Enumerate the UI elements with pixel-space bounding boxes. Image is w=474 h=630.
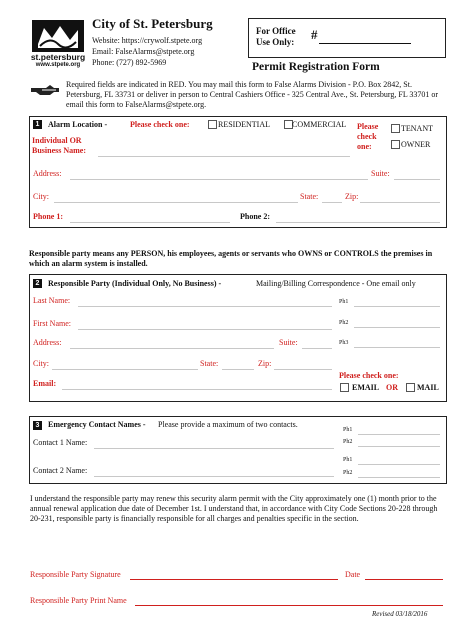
emergency-contacts-subtitle: Please provide a maximum of two contacts. <box>158 420 298 429</box>
logo-subtext: www.stpete.org <box>35 62 81 68</box>
contact1-ph2-input[interactable] <box>358 446 440 447</box>
location-phone1-input[interactable] <box>70 222 230 223</box>
contact2-ph2-label: Ph2 <box>343 470 353 476</box>
residential-label: RESIDENTIAL <box>218 120 270 129</box>
revised-date: Revised 03/18/2016 <box>372 610 428 618</box>
rp-city-label: City: <box>33 359 50 368</box>
section-1-number: 1 <box>33 120 42 129</box>
date-input[interactable] <box>365 579 443 580</box>
contact1-ph1-label: Ph1 <box>343 427 353 433</box>
owner-label: OWNER <box>401 140 431 149</box>
location-phone2-label: Phone 2: <box>240 212 270 221</box>
location-state-input[interactable] <box>322 202 342 203</box>
first-name-input[interactable] <box>78 329 332 330</box>
office-label-2: Use Only: <box>256 37 295 47</box>
tenant-label: TENANT <box>401 124 433 133</box>
rp-ph1-input[interactable] <box>354 306 440 307</box>
instructions-text: Required fields are indicated in RED. You may mail this form to False Alarms Division - P.O. Box 2842, St. Petersburg, FL 33731 or deliver in person to Central Cashiers Office - 325 Central Ave., St. Petersburg, FL 33701 or email this form to FalseAlarms@stpete.org. <box>66 80 439 109</box>
location-state-label: State: <box>300 192 319 201</box>
section-2-number: 2 <box>33 279 42 288</box>
office-hash: # <box>311 27 318 42</box>
office-use-box <box>248 18 446 58</box>
phone-text: Phone: (727) 892-5969 <box>92 58 167 67</box>
contact1-ph2-label: Ph2 <box>343 439 353 445</box>
city-name: City of St. Petersburg <box>92 16 213 31</box>
email-option-checkbox[interactable] <box>340 383 349 392</box>
commercial-label: COMMERCIAL <box>292 120 347 129</box>
office-number-line[interactable] <box>319 43 411 44</box>
mail-option-checkbox[interactable] <box>406 383 415 392</box>
contact2-input[interactable] <box>94 476 334 477</box>
email-or-mail-separator: OR <box>386 383 398 392</box>
location-address-label: Address: <box>33 169 62 178</box>
rp-email-input[interactable] <box>62 389 332 390</box>
rp-state-label: State: <box>200 359 219 368</box>
last-name-label: Last Name: <box>33 296 71 305</box>
contact1-input[interactable] <box>94 448 334 449</box>
tenant-checkbox[interactable] <box>391 124 400 133</box>
email-option-label: EMAIL <box>352 383 380 392</box>
individual-name-label-1: Individual OR <box>32 136 82 145</box>
mailing-correspondence-text: Mailing/Billing Correspondence - One email only <box>256 279 416 288</box>
rp-state-input[interactable] <box>222 369 254 370</box>
please-check-location: Please check one: <box>130 120 190 129</box>
individual-name-input[interactable] <box>98 156 350 157</box>
location-suite-label: Suite: <box>371 169 390 178</box>
rp-ph1-label: Ph1 <box>339 299 349 305</box>
location-phone2-input[interactable] <box>276 222 440 223</box>
rp-zip-label: Zip: <box>258 359 272 368</box>
owner-checkbox[interactable] <box>391 140 400 149</box>
contact2-ph2-input[interactable] <box>358 477 440 478</box>
rp-city-input[interactable] <box>52 369 198 370</box>
alarm-location-title: Alarm Location - <box>48 120 108 129</box>
section-2-responsible-party <box>29 274 447 402</box>
please-check-2-line2: check <box>357 132 377 141</box>
rp-please-check-label: Please check one: <box>339 371 399 380</box>
agreement-text: I understand the responsible party may renew this security alarm permit with the City approximately one (1) month prior to the annual renewal application due date of December 1st. I understand that, in accordance with City Code Sections 20-228 through 20-231, responsible party is financially responsible for all charges and penalties specific in the section. <box>30 494 438 523</box>
residential-checkbox[interactable] <box>208 120 217 129</box>
contact2-ph1-label: Ph1 <box>343 457 353 463</box>
rp-email-label: Email: <box>33 379 57 388</box>
individual-name-label-2: Business Name: <box>32 146 87 155</box>
location-city-label: City: <box>33 192 50 201</box>
location-zip-label: Zip: <box>345 192 359 201</box>
rp-address-label: Address: <box>33 338 62 347</box>
office-label-1: For Office <box>256 26 296 36</box>
first-name-label: First Name: <box>33 319 71 328</box>
emergency-contacts-title: Emergency Contact Names - <box>48 420 146 429</box>
mail-option-label: MAIL <box>417 383 439 392</box>
location-zip-input[interactable] <box>360 202 440 203</box>
rp-ph3-label: Ph3 <box>339 340 349 346</box>
section-3-number: 3 <box>33 421 42 430</box>
print-name-label: Responsible Party Print Name <box>30 596 127 605</box>
rp-ph2-label: Ph2 <box>339 320 349 326</box>
please-check-2-line1: Please <box>357 122 379 131</box>
contact1-ph1-input[interactable] <box>358 434 440 435</box>
location-address-input[interactable] <box>70 179 368 180</box>
rp-suite-input[interactable] <box>302 348 332 349</box>
please-check-2-line3: one: <box>357 142 372 151</box>
rp-suite-label: Suite: <box>279 338 298 347</box>
rp-address-input[interactable] <box>70 348 274 349</box>
print-name-input[interactable] <box>135 605 443 606</box>
location-city-input[interactable] <box>54 202 298 203</box>
location-phone1-label: Phone 1: <box>33 212 63 221</box>
contact2-ph1-input[interactable] <box>358 464 440 465</box>
signature-label: Responsible Party Signature <box>30 570 121 579</box>
contact1-label: Contact 1 Name: <box>33 438 88 447</box>
rp-ph2-input[interactable] <box>354 327 440 328</box>
date-label: Date <box>345 570 361 579</box>
form-title: Permit Registration Form <box>252 61 380 73</box>
city-logo <box>30 18 86 70</box>
responsible-party-title: Responsible Party (Individual Only, No Business) - <box>48 279 222 288</box>
rp-ph3-input[interactable] <box>354 347 440 348</box>
pointing-hand-icon <box>30 83 60 95</box>
location-suite-input[interactable] <box>394 179 440 180</box>
email-text: Email: FalseAlarms@stpete.org <box>92 47 195 56</box>
signature-input[interactable] <box>130 579 338 580</box>
contact2-label: Contact 2 Name: <box>33 466 88 475</box>
responsible-party-note: Responsible party means any PERSON, his employees, agents or servants who OWNS or CONTROLS the premises in which an alarm system is installed. <box>29 249 433 268</box>
website-text: Website: https://crywolf.stpete.org <box>92 36 203 45</box>
last-name-input[interactable] <box>78 306 332 307</box>
logo-text: st.petersburg <box>30 52 86 62</box>
rp-zip-input[interactable] <box>274 369 332 370</box>
